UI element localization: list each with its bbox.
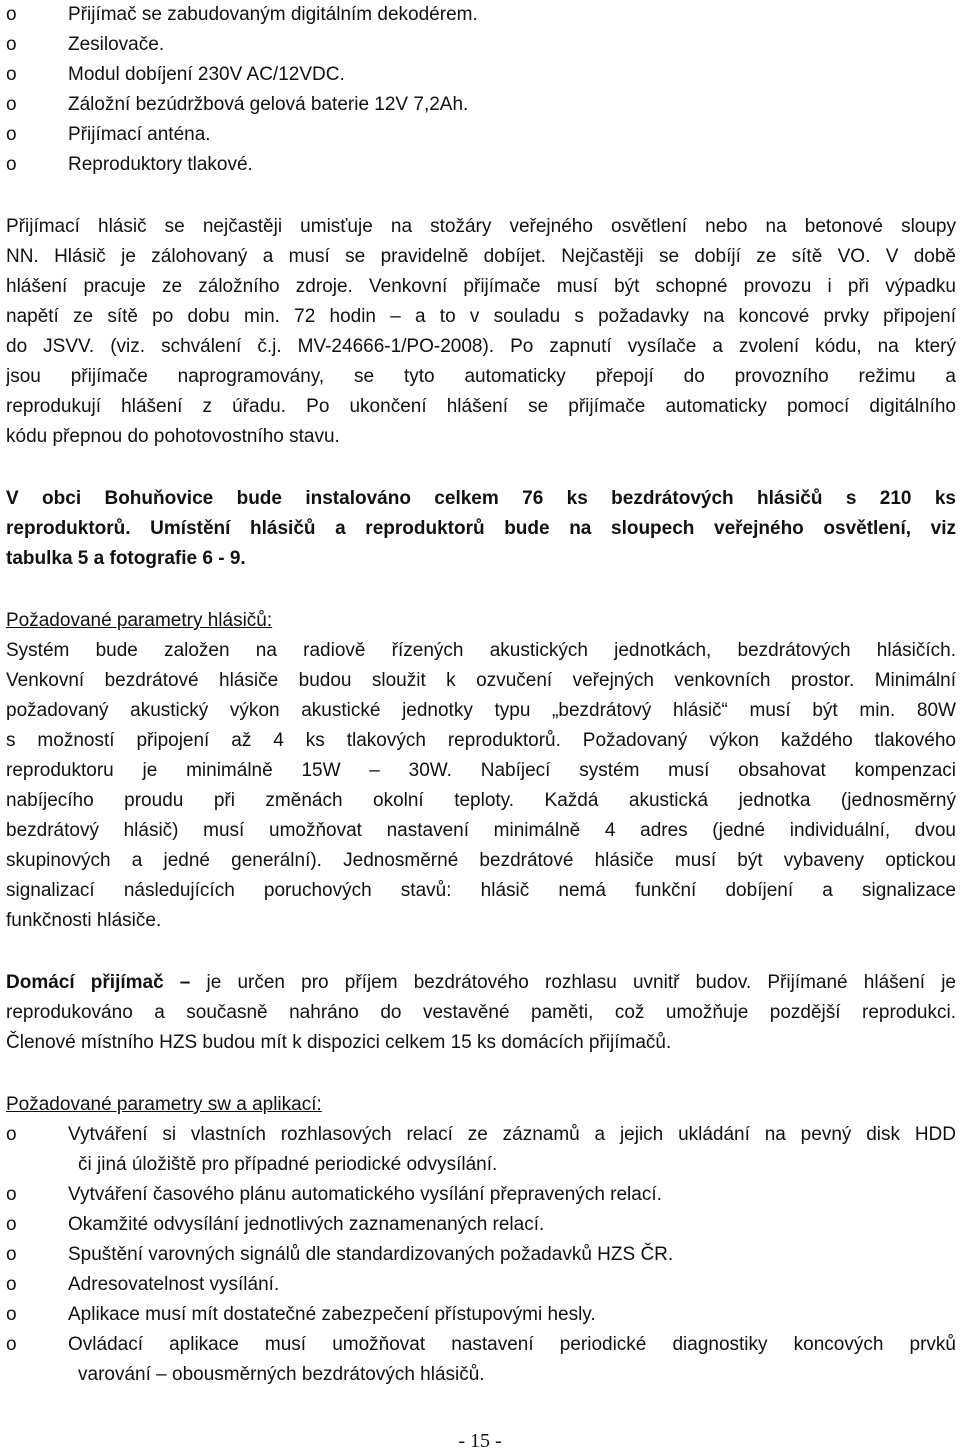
paragraph-line: Členové místního HZS budou mít k dispozici celkem 15 ks domácích přijímačů.: [6, 1032, 672, 1053]
paragraph-line: skupinových a jedné generální). Jednosměrné bezdrátové hlásiče musí být vybaveny optickou: [6, 850, 956, 871]
list-item-text: Vytváření si vlastních rozhlasových relací ze záznamů a jejich ukládání na pevný disk HDD: [68, 1124, 956, 1145]
section-heading: Požadované parametry sw a aplikací:: [6, 1094, 322, 1115]
list-item: [6, 1330, 956, 1360]
paragraph-line: Venkovní bezdrátové hlásiče budou sloužit k ozvučení veřejných venkovních prostor. Minimální: [6, 670, 956, 691]
paragraph-line: požadovaný akustický výkon akustické jednotky typu „bezdrátový hlásič“ musí být min. 80W: [6, 700, 956, 721]
bullet-marker: o: [6, 1244, 17, 1265]
list-item-text: Spuštění varovných signálů dle standardizovaných požadavků HZS ČR.: [68, 1244, 674, 1265]
paragraph-line: napětí ze sítě po dobu min. 72 hodin – a to v souladu s požadavky na koncové prvky připojení: [6, 306, 956, 327]
list-item: [6, 0, 956, 30]
list-item: [6, 60, 956, 90]
list-item: [6, 150, 956, 180]
top-bullet-list: [6, 0, 956, 180]
list-item-continuation: či jiná úložiště pro případné periodické odvysílání.: [78, 1154, 498, 1175]
list-item: [6, 1120, 956, 1150]
paragraph-line: [6, 968, 956, 998]
paragraph-line: do JSVV. (viz. schválení č.j. MV-24666-1/PO-2008). Po zapnutí vysílače a zvolení kódu, na který: [6, 336, 956, 357]
list-item-text: Vytváření časového plánu automatického vysílání přepravených relací.: [68, 1184, 662, 1205]
paragraph-line: funkčnosti hlásiče.: [6, 910, 162, 931]
section-software-parameters: [6, 1090, 956, 1390]
paragraph-line: reproduktoru je minimálně 15W – 30W. Nabíjecí systém musí obsahovat kompenzaci: [6, 760, 956, 781]
paragraph-line: hlášení pracuje ze záložního zdroje. Venkovní přijímače musí být schopné provozu i při výpadku: [6, 276, 956, 297]
paragraph-receiver-description: [6, 212, 956, 452]
paragraph-line: s možností připojení až 4 ks tlakových reproduktorů. Požadovaný výkon každého tlakového: [6, 730, 956, 751]
bullet-marker: o: [6, 64, 17, 85]
bullet-marker: o: [6, 94, 17, 115]
paragraph-line: jsou přijímače naprogramovány, se tyto automaticky přepojí do provozního režimu a: [6, 366, 956, 387]
list-item: [6, 1180, 956, 1210]
paragraph-line: NN. Hlásič je zálohovaný a musí se pravidelně dobíjet. Nejčastěji se dobíjí ze sítě VO. V době: [6, 246, 956, 267]
section-heading: Požadované parametry hlásičů:: [6, 610, 273, 631]
paragraph-line: signalizací následujících poruchových stavů: hlásič nemá funkční dobíjení a signalizace: [6, 880, 956, 901]
list-item: [6, 1240, 956, 1270]
list-item-text: Okamžité odvysílání jednotlivých zaznamenaných relací.: [68, 1214, 545, 1235]
paragraph-line: tabulka 5 a fotografie 6 - 9.: [6, 548, 246, 569]
list-item-text: Adresovatelnost vysílání.: [68, 1274, 280, 1295]
paragraph-line: nabíjecího proudu při změnách okolní teploty. Každá akustická jednotka (jednosměrný: [6, 790, 956, 811]
paragraph-line: kódu přepnou do pohotovostního stavu.: [6, 426, 340, 447]
list-item: [6, 120, 956, 150]
bullet-marker: o: [6, 1304, 17, 1325]
bullet-marker: o: [6, 4, 17, 25]
list-item: [6, 1300, 956, 1330]
list-item-text: Záložní bezúdržbová gelová baterie 12V 7,2Ah.: [68, 94, 469, 115]
bullet-marker: o: [6, 1184, 17, 1205]
list-item-text: Modul dobíjení 230V AC/12VDC.: [68, 64, 345, 85]
list-item-text: Reproduktory tlakové.: [68, 154, 253, 175]
list-item-text: Ovládací aplikace musí umožňovat nastavení periodické diagnostiky koncových prvků: [68, 1334, 956, 1355]
bullet-marker: o: [6, 1214, 17, 1235]
bullet-marker: o: [6, 1274, 17, 1295]
document-body: [6, 0, 956, 1390]
paragraph-home-receiver: [6, 968, 956, 1058]
page-number: - 15 -: [458, 1430, 502, 1452]
term-home-receiver: Domácí přijímač –: [6, 972, 191, 993]
section-speaker-parameters: [6, 606, 956, 936]
list-item-text: Přijímač se zabudovaným digitálním dekodérem.: [68, 4, 478, 25]
paragraph-line: bezdrátový hlásič) musí umožňovat nastavení minimálně 4 adres (jedné individuální, dvou: [6, 820, 956, 841]
bullet-marker: o: [6, 1124, 17, 1145]
list-item-text: Zesilovače.: [68, 34, 165, 55]
bullet-marker: o: [6, 1334, 17, 1355]
bullet-marker: o: [6, 154, 17, 175]
paragraph-line: reproduktorů. Umístění hlásičů a reproduktorů bude na sloupech veřejného osvětlení, viz: [6, 518, 956, 539]
paragraph-line: Systém bude založen na radiově řízených akustických jednotkách, bezdrátových hlásičích.: [6, 640, 956, 661]
list-item: [6, 30, 956, 60]
bullet-marker: o: [6, 124, 17, 145]
paragraph-line: reprodukováno a současně nahráno do vestavěné paměti, což umožňuje pozdější reprodukci.: [6, 1002, 956, 1023]
list-item: [6, 1270, 956, 1300]
list-item-continuation: varování – obousměrných bezdrátových hlásičů.: [78, 1364, 485, 1385]
list-item: [6, 1210, 956, 1240]
list-item-text: Přijímací anténa.: [68, 124, 211, 145]
paragraph-line: V obci Bohuňovice bude instalováno celkem 76 ks bezdrátových hlásičů s 210 ks: [6, 488, 956, 509]
list-item: [6, 90, 956, 120]
bullet-marker: o: [6, 34, 17, 55]
list-item-text: Aplikace musí mít dostatečné zabezpečení přístupovými hesly.: [68, 1304, 596, 1325]
paragraph-installation-summary: [6, 484, 956, 574]
paragraph-text: je určen pro příjem bezdrátového rozhlasu uvnitř budov. Přijímané hlášení je: [190, 972, 956, 993]
paragraph-line: reprodukují hlášení z úřadu. Po ukončení hlášení se přijímače automaticky pomocí digitálního: [6, 396, 956, 417]
paragraph-line: Přijímací hlásič se nejčastěji umisťuje na stožáry veřejného osvětlení nebo na betonové sloupy: [6, 216, 956, 237]
